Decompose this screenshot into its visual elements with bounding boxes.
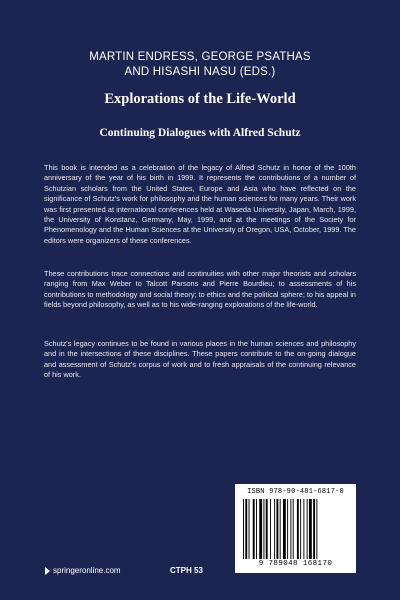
description-paragraph-3: Schutz's legacy continues to be found in various places in the human sciences and philosophy and in the intersections of these disciplines. These papers contribute to the on-going dialogue and assessment of Schutz's corpus of work and to fresh appraisals of the continuing relevance of his work. <box>44 339 356 380</box>
isbn-text: ISBN 978-90-481-6817-0 <box>247 488 344 496</box>
description-paragraph-2: These contributions trace connections and continuities with other major theorists and scholars ranging from Max Weber to Talcott Parsons and Pierre Bourdieu; to assessments of his contributions to methodology and social theory; to ethics and the political sphere; to his appeal in fields beyond philosophy, as well as to his wide-ranging explorations of the life-world. <box>44 269 356 310</box>
barcode-bar <box>263 499 264 559</box>
barcode-bar <box>303 499 304 559</box>
barcode-bar <box>316 499 317 559</box>
editors-block <box>0 50 400 80</box>
barcode-bar <box>280 499 281 559</box>
barcode-bar <box>290 499 291 559</box>
barcode-bar <box>249 499 250 559</box>
barcode-bar <box>270 499 271 559</box>
barcode-bar <box>274 499 275 559</box>
barcode-bar <box>266 499 268 559</box>
barcode-bar <box>283 499 286 559</box>
barcode-bar <box>297 499 299 559</box>
barcode-bar <box>245 499 247 559</box>
barcode-bar <box>287 499 288 559</box>
barcode-bar <box>307 499 308 559</box>
ean-digits: 9 789048 168170 <box>258 560 333 568</box>
publisher-url-text: springeronline.com <box>53 566 121 575</box>
barcode-bar <box>276 499 278 559</box>
editors-line-2: AND HISASHI NASU (EDS.) <box>124 66 276 78</box>
barcode-bar <box>313 499 315 559</box>
barcode-bar <box>293 499 294 559</box>
description-paragraph-1: This book is intended as a celebration of the legacy of Alfred Schutz in honor of the 100th anniversary of the year of his birth in 1999. It represents the contributions of a number of Schutzian scholars from the United States, Europe and Asia who have reflected on the significance of Schutz's work for philosophy and the human sciences for many years. Their work was first presented at international conferences held at Waseda University, Japan, March, 1999, the University of Konstanz, Germany, May, 1999, and at the meetings of the Society for Phenomenology and the Human Sciences at the University of Oregon, USA, October, 1999. The editors were organizers of these conferences. <box>44 163 356 245</box>
editors-line-1: MARTIN ENDRESS, GEORGE PSATHAS <box>89 51 311 63</box>
barcode-bar <box>300 499 301 559</box>
book-title: Explorations of the Life-World <box>104 91 296 107</box>
barcode-bar <box>259 499 262 559</box>
arrow-right-icon <box>45 567 50 575</box>
series-code: CTPH 53 <box>170 566 203 575</box>
barcode-icon <box>242 499 349 559</box>
barcode-bar <box>256 499 257 559</box>
barcode-bar <box>243 499 244 559</box>
publisher-url <box>45 566 121 575</box>
barcode-bar <box>253 499 255 559</box>
barcode-bar <box>309 499 312 559</box>
barcode-box <box>235 484 356 573</box>
book-subtitle: Continuing Dialogues with Alfred Schutz <box>99 127 301 139</box>
